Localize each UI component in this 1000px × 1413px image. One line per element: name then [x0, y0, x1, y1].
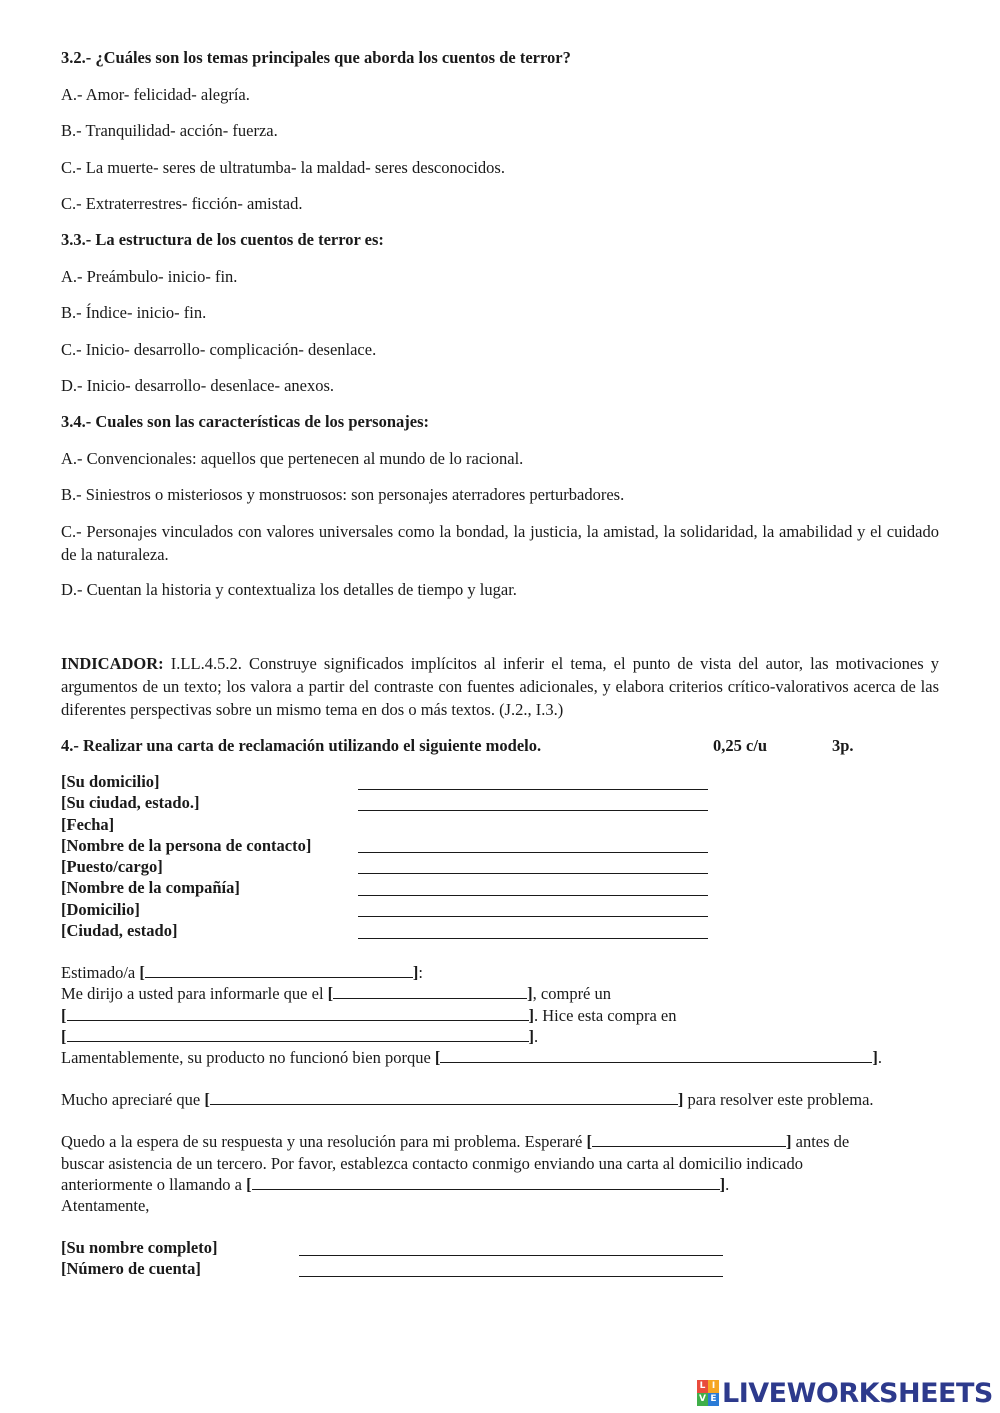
answer-blank[interactable]	[440, 1048, 872, 1063]
letter-line: Quedo a la espera de su respuesta y una resolución para mi problema. Esperaré [ ] antes de	[61, 1132, 850, 1151]
option: B.- Tranquilidad- acción- fuerza.	[61, 121, 278, 140]
field-label: [Ciudad, estado]	[61, 921, 178, 940]
answer-blank[interactable]	[333, 984, 527, 999]
logo-mark-tile: I	[708, 1380, 719, 1393]
field-label: [Su domicilio]	[61, 772, 160, 791]
field-label: [Nombre de la persona de contacto]	[61, 836, 312, 855]
letter-line: Mucho apreciaré que [ ] para resolver este problema.	[61, 1090, 874, 1109]
answer-line[interactable]	[358, 916, 708, 917]
question-3-2: 3.2.- ¿Cuáles son los temas principales que aborda los cuentos de terror?	[61, 48, 571, 67]
field-label: [Nombre de la compañía]	[61, 878, 240, 897]
answer-blank[interactable]	[592, 1132, 786, 1147]
answer-blank[interactable]	[67, 1027, 529, 1042]
option: A.- Preámbulo- inicio- fin.	[61, 267, 238, 286]
option: C.- Personajes vinculados con valores universales como la bondad, la justicia, la amistad, la solidaridad, la amabilidad y el cuidado de la naturaleza.	[61, 522, 939, 564]
option: C.- La muerte- seres de ultratumba- la maldad- seres desconocidos.	[61, 158, 505, 177]
answer-line[interactable]	[299, 1276, 723, 1277]
letter-text: Me dirijo a usted para informarle que el	[61, 984, 324, 1003]
answer-line[interactable]	[358, 810, 708, 811]
question-3-3: 3.3.- La estructura de los cuentos de terror es:	[61, 230, 384, 249]
field-label: [Su ciudad, estado.]	[61, 793, 200, 812]
option: C.- Extraterrestres- ficción- amistad.	[61, 194, 303, 213]
indicator-paragraph	[61, 652, 939, 721]
points: 3p.	[832, 736, 854, 755]
option: B.- Índice- inicio- fin.	[61, 303, 207, 322]
answer-line[interactable]	[358, 938, 708, 939]
letter-text: . Hice esta compra en	[534, 1006, 677, 1025]
question-4: 4.- Realizar una carta de reclamación utilizando el siguiente modelo.	[61, 736, 542, 755]
letter-line: [ ]. Hice esta compra en	[61, 1006, 677, 1025]
answer-line[interactable]	[358, 873, 708, 874]
answer-blank[interactable]	[67, 1006, 529, 1021]
option: C.- Inicio- desarrollo- complicación- desenlace.	[61, 340, 377, 359]
greeting-line: Estimado/a [ ]:	[61, 963, 423, 982]
answer-line[interactable]	[358, 895, 708, 896]
answer-line[interactable]	[299, 1255, 723, 1256]
unit-score: 0,25 c/u	[713, 736, 768, 755]
answer-blank[interactable]	[252, 1175, 720, 1190]
letter-line: anteriormente o llamando a [ ].	[61, 1175, 730, 1194]
letter-text: Quedo a la espera de su respuesta y una resolución para mi problema. Esperaré	[61, 1132, 583, 1151]
answer-line[interactable]	[358, 789, 708, 790]
option: D.- Inicio- desarrollo- desenlace- anexos.	[61, 376, 335, 395]
letter-text: Mucho apreciaré que	[61, 1090, 201, 1109]
brand-name: LIVEWORKSHEETS	[722, 1377, 993, 1409]
logo-mark-tile: E	[708, 1393, 719, 1406]
option: A.- Convencionales: aquellos que pertenecen al mundo de lo racional.	[61, 449, 524, 468]
option: B.- Siniestros o misteriosos y monstruosos: son personajes aterradores perturbadores.	[61, 485, 625, 504]
field-label: [Fecha]	[61, 815, 115, 834]
letter-line: Me dirijo a usted para informarle que el [ ], compré un	[61, 984, 612, 1003]
closing: Atentamente,	[61, 1196, 150, 1215]
field-label: [Domicilio]	[61, 900, 140, 919]
letter-text: para resolver este problema.	[687, 1090, 874, 1109]
answer-blank[interactable]	[145, 963, 413, 978]
indicator-text: I.LL.4.5.2. Construye significados implícitos al inferir el tema, el punto de vista del autor, las motivaciones y argumentos de un texto; los valora a partir del contraste con fuentes adicionales, y elabora criterios crítico-valorativos acerca de las diferentes perspectivas sobre un mismo tema en dos o más textos. (J.2., I.3.)	[61, 654, 939, 719]
option: D.- Cuentan la historia y contextualiza los detalles de tiempo y lugar.	[61, 580, 517, 599]
liveworksheets-logo	[697, 1378, 993, 1408]
question-3-4: 3.4.- Cuales son las características de los personajes:	[61, 412, 429, 431]
logo-mark-icon	[697, 1380, 719, 1406]
field-label: [Puesto/cargo]	[61, 857, 163, 876]
logo-mark-tile: V	[697, 1393, 708, 1406]
letter-line: Lamentablemente, su producto no funcionó bien porque [ ].	[61, 1048, 883, 1067]
logo-mark-tile: L	[697, 1380, 708, 1393]
option: A.- Amor- felicidad- alegría.	[61, 85, 250, 104]
answer-line[interactable]	[358, 852, 708, 853]
letter-text: Lamentablemente, su producto no funcionó bien porque	[61, 1048, 431, 1067]
letter-text: anteriormente o llamando a	[61, 1175, 242, 1194]
field-label: [Número de cuenta]	[61, 1259, 201, 1278]
indicator-label: INDICADOR:	[61, 654, 164, 673]
letter-line: [ ].	[61, 1027, 539, 1046]
letter-text: antes de	[795, 1132, 850, 1151]
greeting: Estimado/a	[61, 963, 136, 982]
letter-line: buscar asistencia de un tercero. Por favor, establezca contacto conmigo enviando una carta al domicilio indicado	[61, 1154, 804, 1173]
field-label: [Su nombre completo]	[61, 1238, 218, 1257]
letter-text: , compré un	[532, 984, 612, 1003]
answer-blank[interactable]	[210, 1090, 678, 1105]
